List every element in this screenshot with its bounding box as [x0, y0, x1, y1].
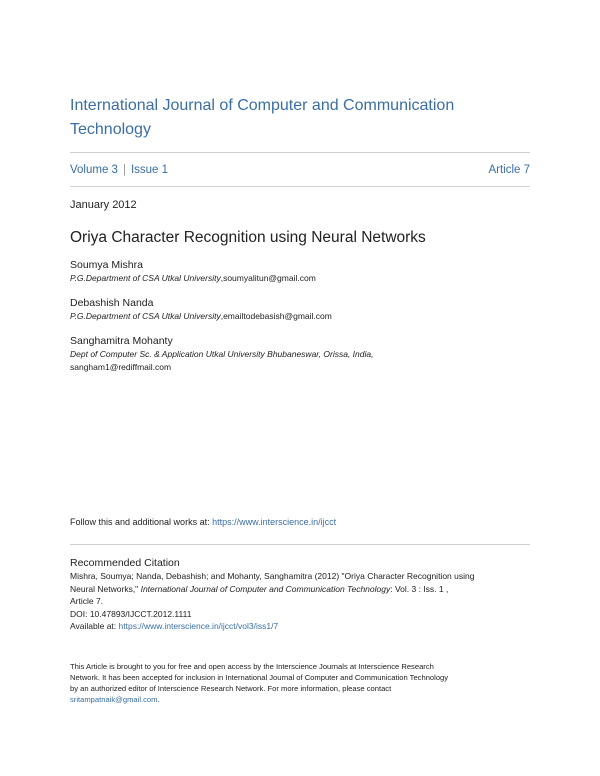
publication-date: January 2012: [70, 199, 137, 211]
divider-issue: [70, 186, 530, 187]
paper-title: Oriya Character Recognition using Neural Networks: [70, 229, 426, 246]
citation-line-2: [70, 583, 540, 596]
author-2: [70, 296, 540, 323]
divider-top: [70, 152, 530, 153]
notice-end: .: [157, 695, 160, 704]
author-name: Soumya Mishra: [70, 259, 143, 271]
citation-available: [70, 620, 540, 633]
issue-separator: |: [122, 164, 126, 176]
recommended-citation: [70, 556, 540, 633]
citation-line-1: Mishra, Soumya; Nanda, Debashish; and Mohanty, Sanghamitra (2012) "Oriya Character Recognition using: [70, 571, 475, 581]
volume-link[interactable]: Volume 3: [70, 164, 118, 176]
follow-text: Follow this and additional works at:: [70, 517, 213, 527]
citation-line-2-end: : Vol. 3 : Iss. 1 ,: [390, 583, 449, 594]
notice-line-4: [70, 694, 540, 705]
journal-title-line2[interactable]: Technology: [70, 121, 151, 138]
author-name: Sanghamitra Mohanty: [70, 335, 173, 347]
available-label: Available at:: [70, 621, 119, 631]
affiliation-text: P.G.Department of CSA Utkal University: [70, 273, 221, 283]
author-email: ,soumyalitun@gmail.com: [220, 273, 316, 283]
author-email: sangham1@rediffmail.com: [70, 362, 172, 372]
issue-row: [70, 162, 530, 178]
author-affiliation: [70, 348, 540, 361]
journal-title[interactable]: [70, 94, 530, 142]
author-affiliation: [70, 310, 540, 323]
follow-line: [70, 517, 336, 527]
notice-line-2: Network. It has been accepted for inclusion in International Journal of Computer and Communication Technology: [70, 673, 449, 682]
author-name: Debashish Nanda: [70, 297, 154, 309]
notice-line-1: This Article is brought to you for free and open access by the Interscience Journals at Interscience Research: [70, 662, 434, 671]
citation-line-3: Article 7.: [70, 596, 104, 606]
follow-link[interactable]: https://www.interscience.in/ijcct: [212, 517, 337, 527]
divider-citation: [70, 544, 530, 545]
access-notice: [70, 661, 540, 705]
article-link[interactable]: Article 7: [488, 164, 530, 176]
citation-journal: International Journal of Computer and Communication Technology: [140, 583, 391, 594]
contact-email-link[interactable]: sritampatnaik@gmail.com: [70, 695, 158, 704]
notice-line-3: by an authorized editor of Interscience Research Network. For more information, please contact: [70, 684, 392, 693]
author-affiliation: [70, 272, 540, 285]
issue-link[interactable]: Issue 1: [130, 164, 169, 176]
affiliation-text: P.G.Department of CSA Utkal University: [70, 311, 221, 321]
affiliation-text: Dept of Computer Sc. & Application Utkal University Bhubaneswar, Orissa, India,: [70, 349, 374, 359]
author-3: [70, 334, 540, 374]
available-link[interactable]: https://www.interscience.in/ijcct/vol3/iss1/7: [118, 621, 279, 631]
citation-doi: DOI: 10.47893/IJCCT.2012.1111: [70, 608, 192, 619]
citation-heading: Recommended Citation: [70, 557, 180, 569]
author-email: ,emailtodebasish@gmail.com: [220, 311, 332, 321]
journal-title-line1[interactable]: International Journal of Computer and Communication: [70, 97, 455, 114]
author-1: [70, 258, 540, 285]
citation-line-2-start: Neural Networks,": [70, 583, 141, 594]
